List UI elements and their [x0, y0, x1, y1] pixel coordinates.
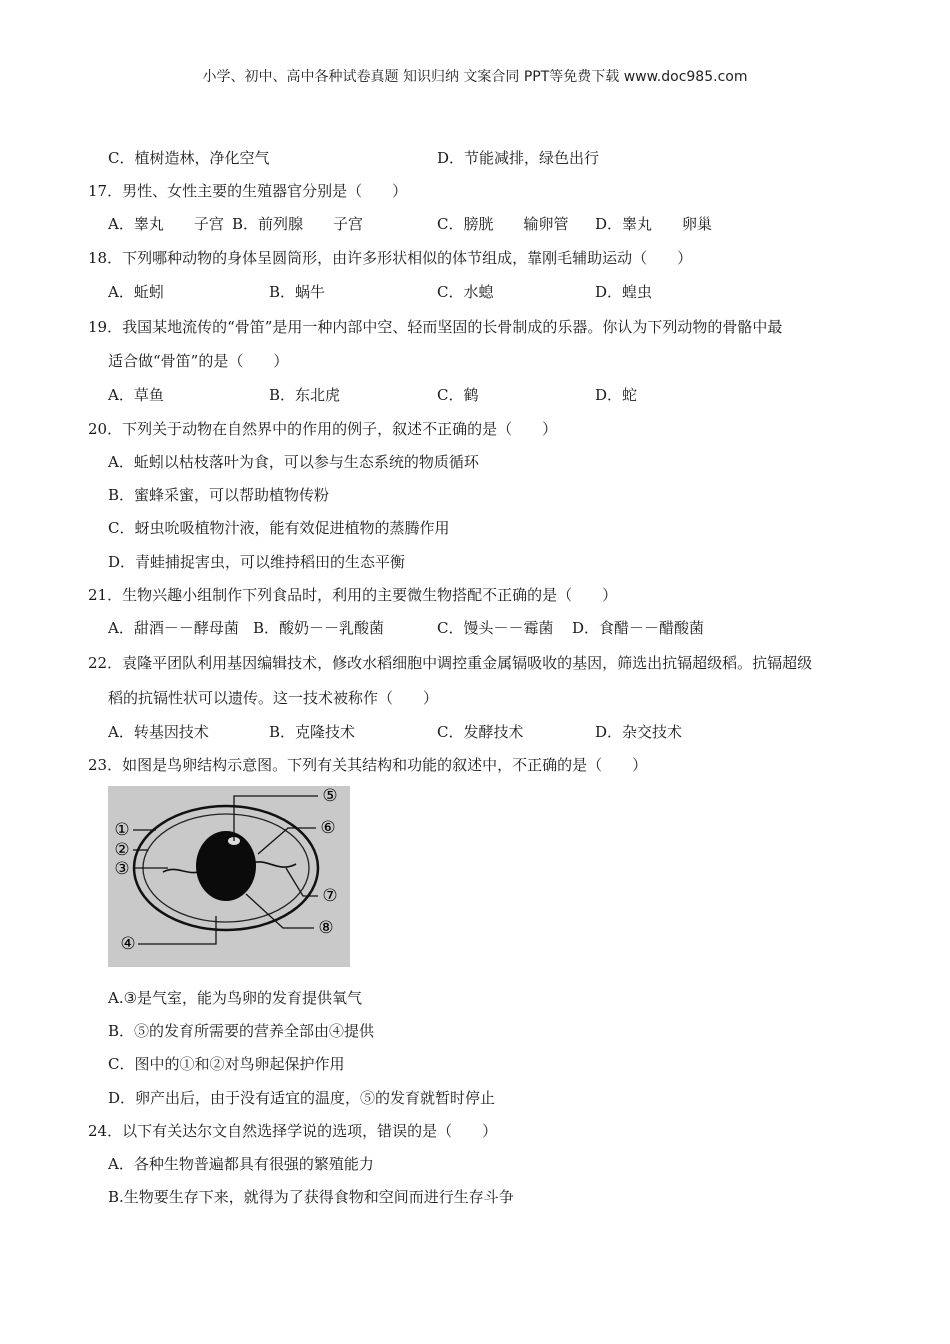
q19-option-c: C．鹤	[437, 386, 479, 404]
q18-option-b: B．蜗牛	[269, 283, 326, 301]
q21-option-c: C．馒头－－霉菌	[437, 619, 554, 637]
q19-option-b: B．东北虎	[269, 386, 341, 404]
q19-option-a: A．草鱼	[108, 386, 164, 404]
bird-egg-diagram	[108, 786, 350, 967]
page-header: 小学、初中、高中各种试卷真题 知识归纳 文案合同 PPT等免费下载 www.doc985.com	[202, 69, 748, 85]
q22-option-c: C．发酵技术	[437, 723, 524, 741]
label-3: ③	[114, 859, 130, 879]
label-2: ②	[114, 840, 130, 860]
q21-option-d: D．食醋－－醋酸菌	[572, 619, 705, 637]
q17-option-d: D．睾丸 卵巢	[595, 215, 713, 233]
q20-option-b: B．蜜蜂采蜜，可以帮助植物传粉	[108, 486, 330, 504]
q23-option-d: D．卵产出后，由于没有适宜的温度，⑤的发育就暂时停止	[108, 1089, 496, 1107]
q18-stem: 18．下列哪种动物的身体呈圆筒形，由许多形状相似的体节组成，靠刚毛辅助运动（ ）	[88, 249, 693, 267]
q18-option-a: A．蚯蚓	[108, 283, 164, 301]
egg-yolk	[196, 831, 256, 901]
q23-option-c: C．图中的①和②对鸟卵起保护作用	[108, 1055, 345, 1073]
q22-option-d: D．杂交技术	[595, 723, 683, 741]
label-7: ⑦	[322, 886, 338, 906]
q23-option-a: A.③是气室，能为鸟卵的发育提供氧气	[108, 989, 363, 1007]
label-4: ④	[120, 934, 136, 954]
q21-stem: 21．生物兴趣小组制作下列食品时，利用的主要微生物搭配不正确的是（ ）	[88, 586, 618, 604]
q22-stem-line1: 22．袁隆平团队利用基因编辑技术，修改水稻细胞中调控重金属镉吸收的基因，筛选出抗镉超级稻。抗镉超级	[88, 654, 813, 672]
q24-stem: 24．以下有关达尔文自然选择学说的选项，错误的是（ ）	[88, 1122, 498, 1140]
q22-option-b: B．克隆技术	[269, 723, 356, 741]
q19-stem-line1: 19．我国某地流传的“骨笛”是用一种内部中空、轻而坚固的长骨制成的乐器。你认为下列动物的骨骼中最	[88, 318, 783, 336]
label-6: ⑥	[320, 818, 336, 838]
q22-option-a: A．转基因技术	[108, 723, 209, 741]
q18-option-c: C．水螅	[437, 283, 494, 301]
label-8: ⑧	[318, 918, 334, 938]
q17-option-a: A．睾丸 子宫	[108, 215, 224, 233]
q20-option-c: C．蚜虫吮吸植物汁液，能有效促进植物的蒸腾作用	[108, 519, 450, 537]
q21-option-b: B．酸奶－－乳酸菌	[253, 619, 385, 637]
q18-option-d: D．蝗虫	[595, 283, 653, 301]
q23-option-b: B．⑤的发育所需要的营养全部由④提供	[108, 1022, 375, 1040]
q19-stem-line2: 适合做“骨笛”的是（ ）	[108, 352, 289, 370]
q16-option-c: C．植树造林，净化空气	[108, 149, 270, 167]
q19-option-d: D．蛇	[595, 386, 638, 404]
q20-option-a: A．蚯蚓以枯枝落叶为食，可以参与生态系统的物质循环	[108, 453, 479, 471]
label-5: ⑤	[322, 786, 338, 806]
q24-option-b: B.生物要生存下来，就得为了获得食物和空间而进行生存斗争	[108, 1188, 514, 1206]
label-1: ①	[114, 820, 130, 840]
q17-option-c: C．膀胱 输卵管	[437, 215, 569, 233]
q20-stem: 20．下列关于动物在自然界中的作用的例子，叙述不正确的是（ ）	[88, 420, 558, 438]
q16-option-d: D．节能减排，绿色出行	[437, 149, 600, 167]
q22-stem-line2: 稻的抗镉性状可以遗传。这一技术被称作（ ）	[108, 689, 439, 707]
q23-stem: 23．如图是鸟卵结构示意图。下列有关其结构和功能的叙述中，不正确的是（ ）	[88, 756, 648, 774]
q17-stem: 17．男性、女性主要的生殖器官分别是（ ）	[88, 182, 408, 200]
q20-option-d: D．青蛙捕捉害虫，可以维持稻田的生态平衡	[108, 553, 406, 571]
q24-option-a: A．各种生物普遍都具有很强的繁殖能力	[108, 1155, 374, 1173]
q17-option-b: B．前列腺 子宫	[232, 215, 364, 233]
chalaza-right	[250, 862, 296, 867]
q21-option-a: A．甜酒－－酵母菌	[108, 619, 239, 637]
